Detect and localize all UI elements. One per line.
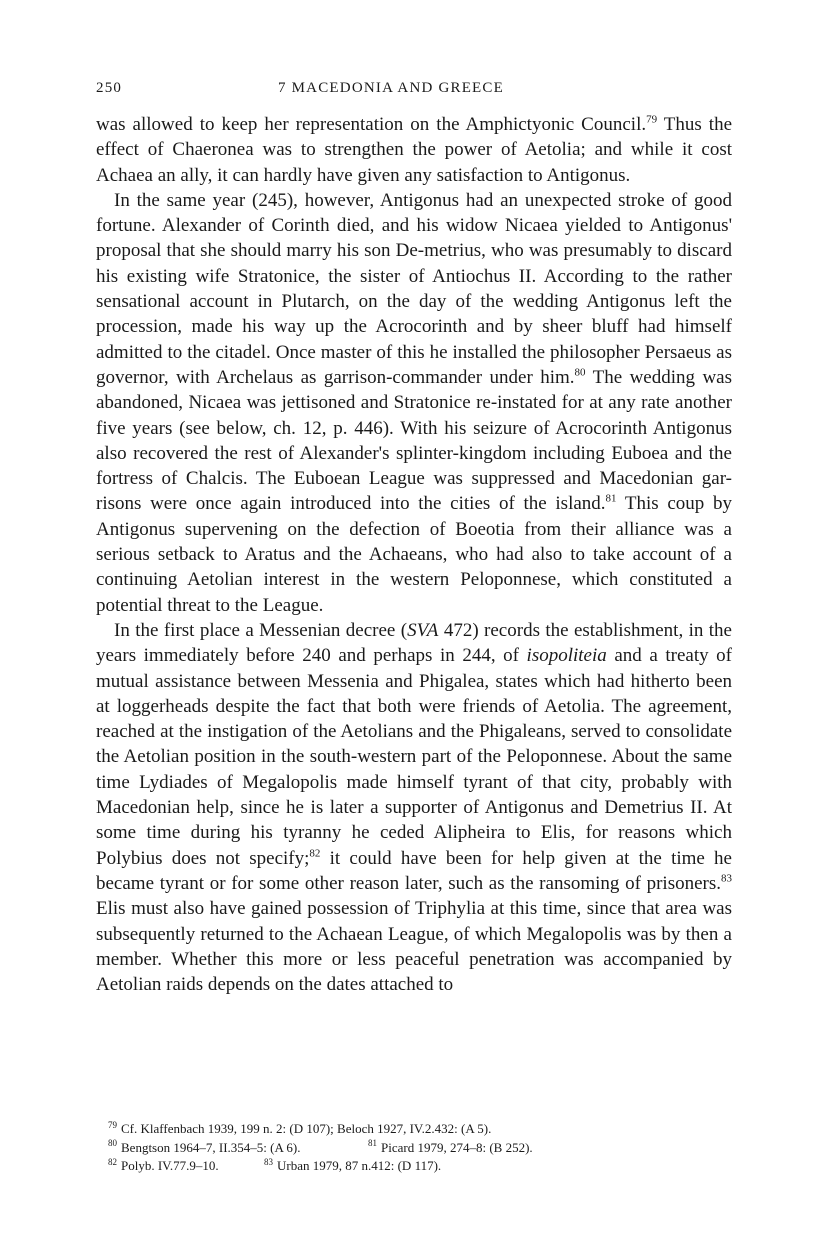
italic-isopoliteia: isopoliteia <box>526 645 607 667</box>
paragraph-3: In the first place a Messenian decree (SVA 472) records the establishment, in the years immediately before 240 and perhaps in 244, of isopoliteia and a treaty of mutual assistance between Messenia and Phigalea, states which had hitherto been at loggerheads despite the fact that both were friends of Aetolia. The agreement, reached at the instigation of the Aetolians and the Phigaleans, served to consolidate the Aetolian position in the south-western part of the Peloponnese. About the same time Lydiades of Megalopolis made himself tyrant of that city, probably with Macedonian help, since he is later a supporter of Antigonus and Demetrius II. At some time during his tyranny he ceded Alipheira to Elis, for reasons which Polybius does not specify;$^{82}$ it could have been for help given at the time he became tyrant or for some other reason later, such as the ransoming of prisoners.$^{83}$ Elis must also have gained possession of Triphylia at this time, since that area was subsequently returned to the Achaean League, of which Megalopolis was by then a member. Whether this more or less peaceful penetration was accompanied by Aetolian raids depends on the dates attached to <box>96 619 732 996</box>
body-text <box>96 112 732 997</box>
footnote-82: $^{82}$ Polyb. IV.77.9–10. <box>108 1156 219 1173</box>
footnote-79: $^{79}$ Cf. Klaffenbach 1939, 199 n. 2: (D 107); Beloch 1927, IV.2.432: (A 5). <box>108 1119 492 1136</box>
running-title: 7 MACEDONIA AND GREECE <box>278 80 504 96</box>
footnote-ref-79: 79 <box>646 113 658 126</box>
page-header <box>96 72 732 102</box>
paragraph-1: was allowed to keep her representation on the Amphictyonic Council.$^{79}$ Thus the effect of Chaeronea was to strengthen the power of Aetolia; and while it cost Achaea an ally, it can hardly have given any satisfaction to Antigonus. <box>96 113 733 186</box>
italic-sva: SVA <box>407 619 439 641</box>
footnote-line <box>96 1157 732 1176</box>
footnote-ref-83: 83 <box>721 872 732 885</box>
book-page <box>96 72 733 1173</box>
footnote-line <box>96 1120 732 1139</box>
footnote-81: $^{81}$ Picard 1979, 274–8: (B 252). <box>368 1138 533 1155</box>
footnote-ref-80: 80 <box>574 366 586 379</box>
footnote-ref-81: 81 <box>605 493 617 506</box>
footnote-80: $^{80}$ Bengtson 1964–7, II.354–5: (A 6). <box>108 1138 301 1155</box>
footnote-line <box>96 1139 732 1158</box>
footnotes <box>96 1120 732 1176</box>
footnote-ref-82: 82 <box>309 847 321 860</box>
paragraph-2: In the same year (245), however, Antigonus had an unexpected stroke of good fortune. Alexander of Corinth died, and his widow Nicaea yielded to Antigonus' proposal that she should marry his son De-metrius, who was presumably to discard his existing wife Stratonice, the sister of Antiochus II. According to the rather sensational account in Plutarch, on the day of the wedding Antigonus left the procession, made his way up the Acrocorinth and by sheer bluff had himself admitted to the citadel. Once master of this he installed the philosopher Persaeus as governor, with Archelaus as garrison-commander under him.$^{80}$ The wedding was abandoned, Nicaea was jettisoned and Stratonice re-instated for at any rate another five years (see below, ch. 12, p. 446). With his seizure of Acrocorinth Antigonus also recovered the rest of Alexander's splinter-kingdom including Euboea and the fortress of Chalcis. The Euboean League was suppressed and Macedonian gar-risons were once again introduced into the cities of the island.$^{81}$ This coup by Antigonus supervening on the defection of Boeotia from their alliance was a serious setback to Aratus and the Achaeans, who had also to take account of a continuing Aetolian interest in the western Peloponnese, which constituted a potential threat to the League. <box>96 189 732 616</box>
page-number: 250 <box>96 80 123 96</box>
footnote-83: $^{83}$ Urban 1979, 87 n.412: (D 117). <box>264 1156 442 1173</box>
